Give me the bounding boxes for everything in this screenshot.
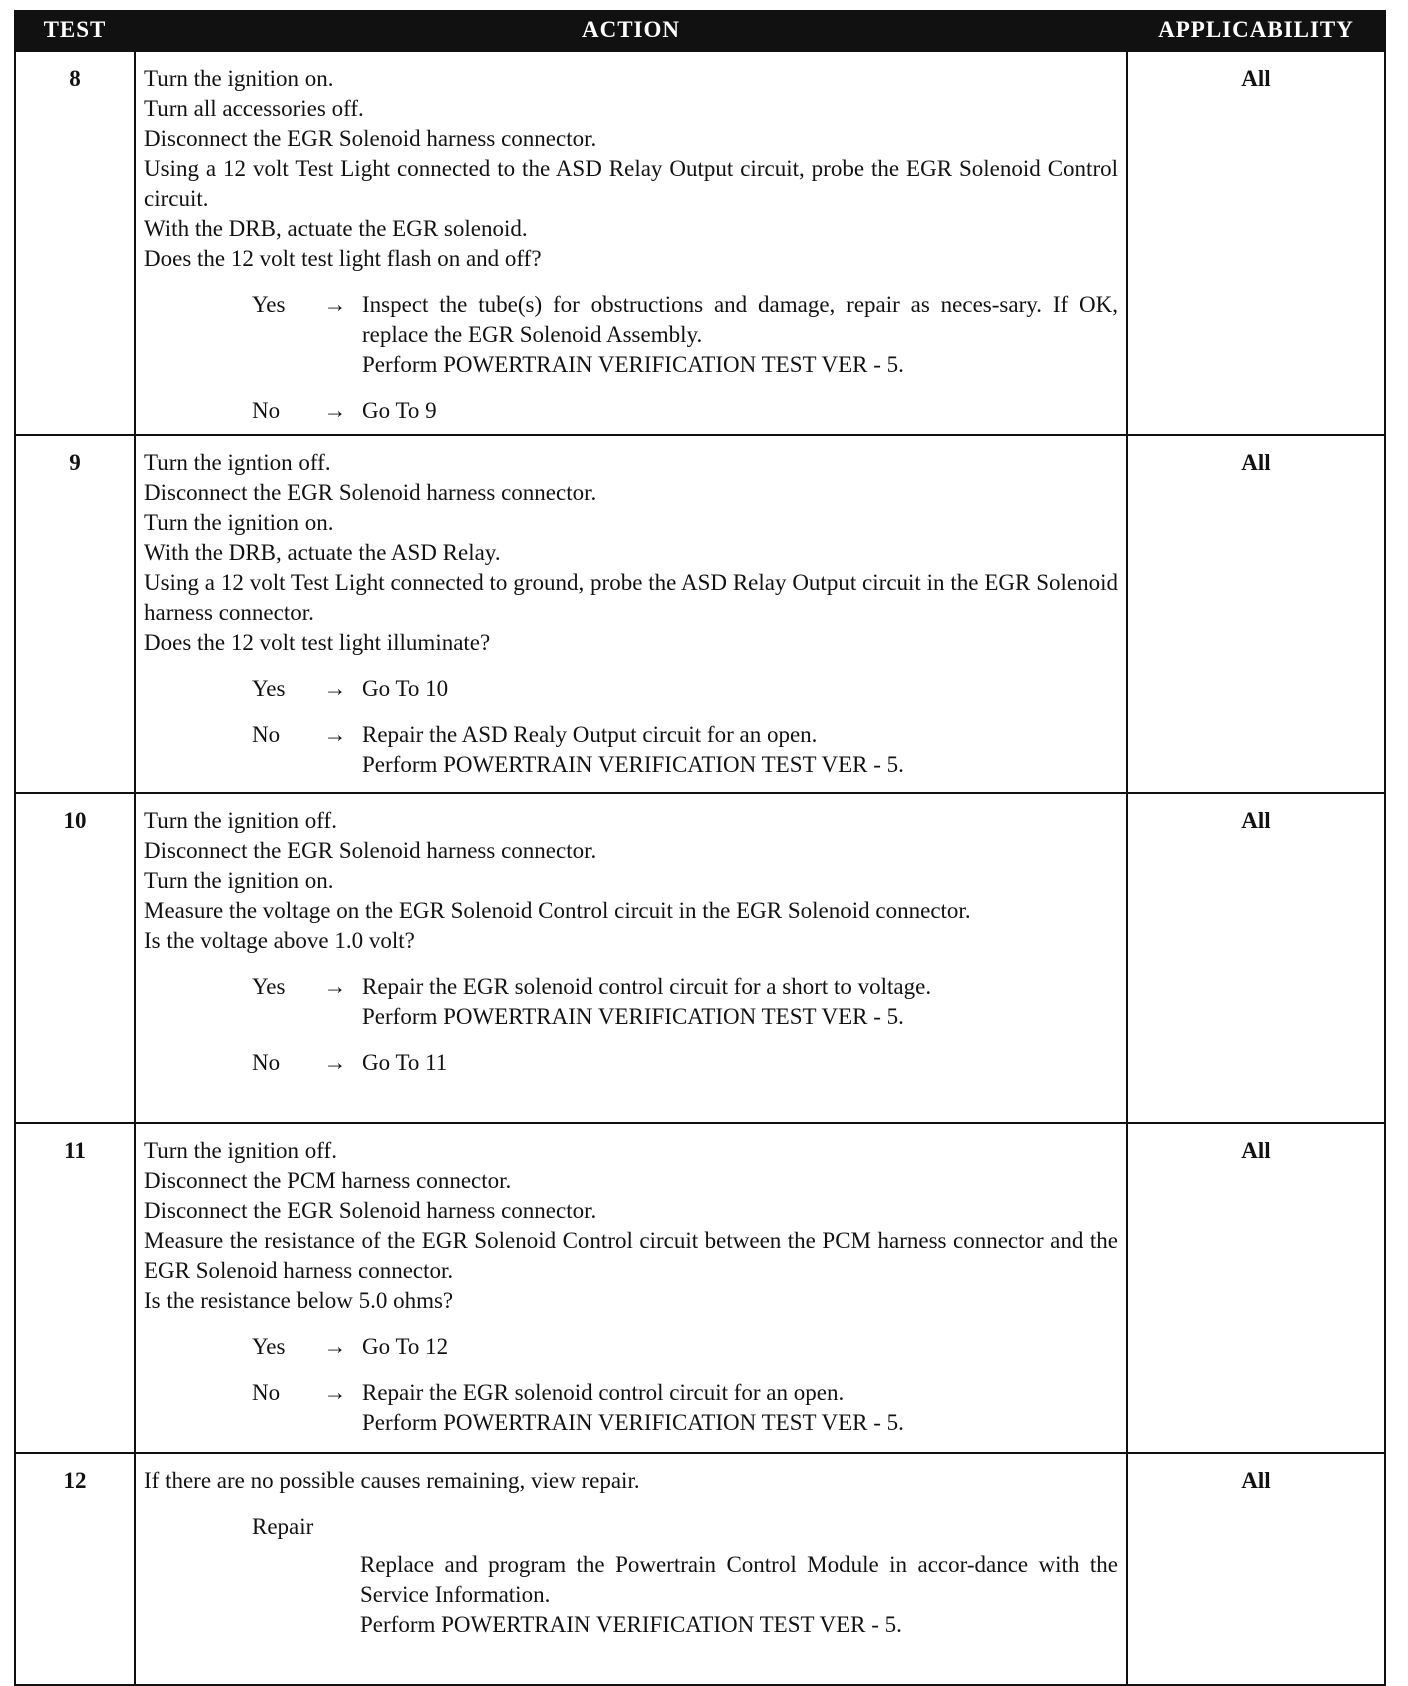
result-no [252,1048,1118,1078]
action-step: Disconnect the EGR Solenoid harness connector. [144,1198,597,1223]
test-row-11 [15,1123,1385,1453]
repair-text [360,1550,1118,1640]
action-question: Does the 12 volt test light flash on and off? [144,246,542,271]
action-step: With the DRB, actuate the EGR solenoid. [144,216,528,241]
arrow-right-icon: → [323,722,347,747]
action-step: Measure the voltage on the EGR Solenoid Control circuit in the EGR Solenoid connector. [144,898,971,923]
repair-line: Replace and program the Powertrain Control Module in accor-dance with the Service Information. [360,1552,1118,1607]
result-line: Perform POWERTRAIN VERIFICATION TEST VER - 5. [362,352,904,377]
action-step: Using a 12 volt Test Light connected to the ASD Relay Output circuit, probe the EGR Solenoid Control circuit. [144,156,1118,211]
action-step: Turn the ignition on. [144,66,334,91]
action-step: Turn the ignition on. [144,868,334,893]
action-step: Turn the ignition off. [144,1138,337,1163]
result-line: Repair the ASD Realy Output circuit for an open. [362,722,818,747]
action-cell [135,1123,1127,1453]
action-question: Does the 12 volt test light illuminate? [144,630,491,655]
result-label: No [252,398,281,423]
result-label: Yes [252,974,286,999]
action-step: Disconnect the EGR Solenoid harness connector. [144,838,597,863]
result-line: Repair the EGR solenoid control circuit for an open. [362,1380,845,1405]
action-step: Turn the igntion off. [144,450,331,475]
result-text [362,290,1118,380]
table-header-row [15,10,1385,51]
arrow-right-icon: → [323,1380,347,1405]
applicability-value: All [1127,793,1385,1123]
result-yes [252,972,1118,1032]
arrow-right-icon: → [323,292,347,317]
action-step: Disconnect the EGR Solenoid harness connector. [144,480,597,505]
result-text [362,396,1118,426]
result-line: Go To 12 [362,1334,449,1359]
arrow-right-icon: → [323,398,347,423]
test-number: 8 [15,51,135,435]
action-step: Disconnect the PCM harness connector. [144,1168,512,1193]
action-cell [135,1453,1127,1685]
result-yes [252,674,1118,704]
result-text [362,1378,1118,1438]
result-no [252,720,1118,780]
header-applicability: APPLICABILITY [1127,10,1385,51]
result-label: No [252,1050,281,1075]
test-number: 11 [15,1123,135,1453]
arrow-right-icon: → [323,676,347,701]
applicability-value: All [1127,1453,1385,1685]
header-test: TEST [15,10,135,51]
action-cell [135,51,1127,435]
action-step: Turn all accessories off. [144,96,364,121]
repair-line: Perform POWERTRAIN VERIFICATION TEST VER - 5. [360,1612,902,1637]
applicability-value: All [1127,51,1385,435]
result-text [362,1332,1118,1362]
test-row-9 [15,435,1385,793]
action-question: Is the voltage above 1.0 volt? [144,928,415,953]
result-line: Perform POWERTRAIN VERIFICATION TEST VER - 5. [362,1004,904,1029]
result-yes [252,290,1118,380]
result-line: Repair the EGR solenoid control circuit for a short to voltage. [362,974,932,999]
result-line: Go To 10 [362,676,449,701]
action-step: With the DRB, actuate the ASD Relay. [144,540,501,565]
test-row-8 [15,51,1385,435]
result-label: Yes [252,676,286,701]
repair-label: Repair [252,1514,314,1539]
diagnostic-test-table [14,10,1386,1686]
header-action: ACTION [135,10,1127,51]
result-text [362,1048,1118,1078]
result-no [252,1378,1118,1438]
applicability-value: All [1127,1123,1385,1453]
diagnostic-test-document [14,10,1384,1686]
result-text [362,972,1118,1032]
action-step: Using a 12 volt Test Light connected to ground, probe the ASD Relay Output circuit in the EGR Solenoid harness connector. [144,570,1118,625]
action-step: If there are no possible causes remaining, view repair. [144,1468,640,1493]
test-row-10 [15,793,1385,1123]
action-step: Turn the ignition off. [144,808,337,833]
test-number: 10 [15,793,135,1123]
result-line: Inspect the tube(s) for obstructions and damage, repair as neces-sary. If OK, replace the EGR Solenoid Assembly. [362,292,1118,347]
action-step: Turn the ignition on. [144,510,334,535]
action-step: Disconnect the EGR Solenoid harness connector. [144,126,597,151]
action-question: Is the resistance below 5.0 ohms? [144,1288,454,1313]
result-line: Go To 11 [362,1050,448,1075]
applicability-value: All [1127,435,1385,793]
result-label: Yes [252,292,286,317]
result-yes [252,1332,1118,1362]
result-no [252,396,1118,426]
result-label: No [252,1380,281,1405]
result-line: Go To 9 [362,398,437,423]
test-row-12 [15,1453,1385,1685]
test-number: 9 [15,435,135,793]
result-line: Perform POWERTRAIN VERIFICATION TEST VER - 5. [362,1410,904,1435]
result-text [362,720,1118,780]
result-label: Yes [252,1334,286,1359]
arrow-right-icon: → [323,974,347,999]
test-number: 12 [15,1453,135,1685]
action-step: Measure the resistance of the EGR Solenoid Control circuit between the PCM harness connector and the EGR Solenoid harness connector. [144,1228,1118,1283]
action-cell [135,793,1127,1123]
result-line: Perform POWERTRAIN VERIFICATION TEST VER - 5. [362,752,904,777]
arrow-right-icon: → [323,1050,347,1075]
result-text [362,674,1118,704]
action-cell [135,435,1127,793]
arrow-right-icon: → [323,1334,347,1359]
result-label: No [252,722,281,747]
